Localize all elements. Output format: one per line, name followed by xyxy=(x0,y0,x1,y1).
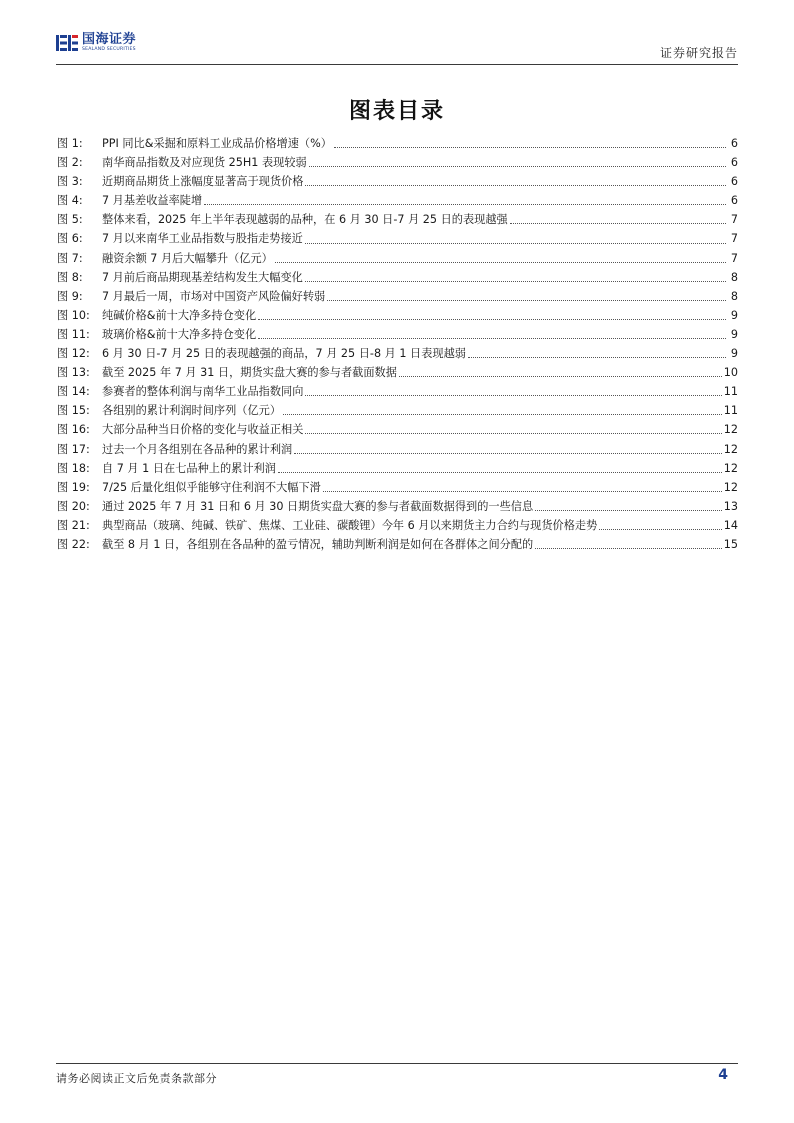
toc-entry-title: 7/25 后量化组似乎能够守住利润不大幅下滑 xyxy=(102,480,321,494)
logo-chinese-name: 国海证券 xyxy=(82,32,137,47)
toc-dot-leader xyxy=(510,222,726,224)
toc-entry[interactable] xyxy=(57,440,738,459)
toc-title: 图表目录 xyxy=(348,98,445,124)
toc-dot-leader xyxy=(535,547,722,549)
toc-entry-page: 9 xyxy=(730,308,738,322)
toc-entry-page: 15 xyxy=(723,537,738,551)
toc-entry-page: 6 xyxy=(730,175,738,189)
toc-entry-title: 截至 8 月 1 日，各组别在各品种的盈亏情况，辅助判断利润是如何在各群体之间分配的 xyxy=(102,537,534,551)
toc-entry-title: 整体来看，2025 年上半年表现越弱的品种，在 6 月 30 日-7 月 25 日的表现越强 xyxy=(102,213,508,227)
toc-entry-title: 截至 2025 年 7 月 31 日，期货实盘大赛的参与者截面数据 xyxy=(102,366,397,380)
toc-entry-page: 6 xyxy=(730,194,738,208)
toc-entry-number: 图 13: xyxy=(57,366,90,380)
toc-entry-number: 图 19: xyxy=(57,480,90,494)
toc-entry-number: 图 6: xyxy=(57,232,83,246)
toc-dot-leader xyxy=(275,261,726,263)
company-logo xyxy=(56,32,136,60)
toc-entry-page: 8 xyxy=(730,270,738,284)
toc-entry[interactable] xyxy=(57,535,738,554)
toc-entry-number: 图 7: xyxy=(57,251,83,265)
toc-entry-number: 图 21: xyxy=(57,518,90,532)
toc-dot-leader xyxy=(305,432,721,434)
toc-entry[interactable] xyxy=(57,344,738,363)
toc-entry-number: 图 5: xyxy=(57,213,83,227)
toc-dot-leader xyxy=(305,242,726,244)
toc-entry-page: 9 xyxy=(730,327,738,341)
toc-entry-title: 7 月前后商品期现基差结构发生大幅变化 xyxy=(102,270,303,284)
toc-entry-title: 过去一个月各组别在各品种的累计利润 xyxy=(102,442,293,456)
toc-dot-leader xyxy=(599,528,721,530)
toc-dot-leader xyxy=(258,337,726,339)
toc-entry[interactable] xyxy=(57,401,738,420)
toc-entry[interactable] xyxy=(57,459,738,478)
toc-entry[interactable] xyxy=(57,478,738,497)
page-footer xyxy=(56,1063,738,1085)
toc-entry-title: 自 7 月 1 日在七品种上的累计利润 xyxy=(102,461,276,475)
toc-dot-leader xyxy=(283,413,722,415)
toc-entry-title: PPI 同比&采掘和原料工业成品价格增速（%） xyxy=(102,137,332,150)
toc-entry-title: 7 月以来南华工业品指数与股指走势接近 xyxy=(102,232,303,246)
toc-entry[interactable] xyxy=(57,516,738,535)
toc-entry-page: 7 xyxy=(730,213,738,227)
toc-entry-title: 大部分品种当日价格的变化与收益正相关 xyxy=(102,423,304,437)
toc-entry-page: 9 xyxy=(730,347,738,361)
toc-entry-title: 参赛者的整体利润与南华工业品指数同向 xyxy=(102,385,304,399)
toc-entry-number: 图 4: xyxy=(57,194,83,208)
toc-entry[interactable] xyxy=(57,325,738,344)
toc-entry[interactable] xyxy=(57,287,738,306)
toc-entry-number: 图 18: xyxy=(57,461,90,475)
toc-entry-page: 11 xyxy=(723,385,738,399)
toc-entry-title: 通过 2025 年 7 月 31 日和 6 月 30 日期货实盘大赛的参与者截面数据得到的一些信息 xyxy=(102,499,534,513)
toc-entry[interactable] xyxy=(57,420,738,439)
toc-entry-page: 8 xyxy=(730,289,738,303)
toc-entry-number: 图 2: xyxy=(57,156,83,170)
toc-entry[interactable] xyxy=(57,306,738,325)
toc-entry-title: 融资余额 7 月后大幅攀升（亿元） xyxy=(102,251,273,265)
toc-entry-number: 图 11: xyxy=(57,327,90,341)
toc-dot-leader xyxy=(334,146,726,148)
toc-dot-leader xyxy=(399,375,722,377)
toc-dot-leader xyxy=(278,471,722,473)
toc-entry[interactable] xyxy=(57,268,738,287)
toc-entry[interactable] xyxy=(57,134,738,153)
toc-entry-number: 图 3: xyxy=(57,175,83,189)
toc-entry-title: 纯碱价格&前十大净多持仓变化 xyxy=(102,308,257,322)
toc-entry-title: 近期商品期货上涨幅度显著高于现货价格 xyxy=(102,175,304,189)
toc-entry-title: 南华商品指数及对应现货 25H1 表现较弱 xyxy=(102,156,307,170)
toc-entry-page: 12 xyxy=(723,423,738,437)
toc-entry-page: 10 xyxy=(723,366,738,380)
toc-entry-title: 7 月基差收益率陡增 xyxy=(102,194,203,208)
toc-entry-page: 12 xyxy=(723,442,738,456)
toc-dot-leader xyxy=(535,509,722,511)
toc-entry-number: 图 22: xyxy=(57,537,90,551)
toc-dot-leader xyxy=(258,318,726,320)
toc-dot-leader xyxy=(309,165,726,167)
toc-dot-leader xyxy=(305,394,721,396)
toc-entry-page: 14 xyxy=(723,518,738,532)
toc-dot-leader xyxy=(327,299,726,301)
toc-entry-number: 图 20: xyxy=(57,499,90,513)
toc-entry-page: 6 xyxy=(730,137,738,150)
toc-entry-number: 图 12: xyxy=(57,347,90,361)
toc-entry[interactable] xyxy=(57,210,738,229)
toc-entry-number: 图 10: xyxy=(57,308,90,322)
logo-english-name: SEALAND SECURITIES xyxy=(82,47,136,52)
toc-entry[interactable] xyxy=(57,191,738,210)
document-type-label: 证券研究报告 xyxy=(659,46,738,60)
toc-entry-number: 图 14: xyxy=(57,385,90,399)
toc-entry-title: 6 月 30 日-7 月 25 日的表现越强的商品，7 月 25 日-8 月 1 日表现越弱 xyxy=(102,347,466,361)
toc-entry-title: 各组别的累计利润时间序列（亿元） xyxy=(102,404,282,418)
toc-entry-title: 7 月最后一周，市场对中国资产风险偏好转弱 xyxy=(102,289,326,303)
toc-entry-page: 12 xyxy=(723,461,738,475)
toc-entry-title: 典型商品（玻璃、纯碱、铁矿、焦煤、工业硅、碳酸锂）今年 6 月以来期货主力合约与现货价格走势 xyxy=(102,518,598,532)
toc-entry[interactable] xyxy=(57,363,738,382)
toc-dot-leader xyxy=(294,452,722,454)
page-number: 4 xyxy=(718,1067,728,1083)
toc-dot-leader xyxy=(323,490,722,492)
toc-entry-page: 7 xyxy=(730,232,738,246)
page-header xyxy=(56,30,738,65)
toc-entry-page: 12 xyxy=(723,480,738,494)
toc-entry[interactable] xyxy=(57,497,738,516)
disclaimer-note: 请务必阅读正文后免责条款部分 xyxy=(56,1072,217,1085)
toc-entry-page: 13 xyxy=(723,499,738,513)
toc-entry[interactable] xyxy=(57,229,738,248)
toc-dot-leader xyxy=(468,356,726,358)
toc-entry[interactable] xyxy=(57,249,738,268)
toc-entry-page: 7 xyxy=(730,251,738,265)
toc-dot-leader xyxy=(305,280,726,282)
toc-entry-number: 图 1: xyxy=(57,137,83,150)
toc-entry[interactable] xyxy=(57,382,738,401)
toc-dot-leader xyxy=(305,184,726,186)
toc-entry-number: 图 17: xyxy=(57,442,90,456)
sealand-logo-icon xyxy=(56,33,78,53)
toc-entry-number: 图 9: xyxy=(57,289,83,303)
toc-entry-page: 6 xyxy=(730,156,738,170)
toc-entry-number: 图 15: xyxy=(57,404,90,418)
toc-entry[interactable] xyxy=(57,153,738,172)
toc-dot-leader xyxy=(204,203,726,205)
toc-entry-title: 玻璃价格&前十大净多持仓变化 xyxy=(102,327,257,341)
toc-entry[interactable] xyxy=(57,172,738,191)
toc-entry-number: 图 8: xyxy=(57,270,83,284)
figure-table-of-contents xyxy=(57,134,738,554)
toc-entry-number: 图 16: xyxy=(57,423,90,437)
toc-entry-page: 11 xyxy=(723,404,738,418)
